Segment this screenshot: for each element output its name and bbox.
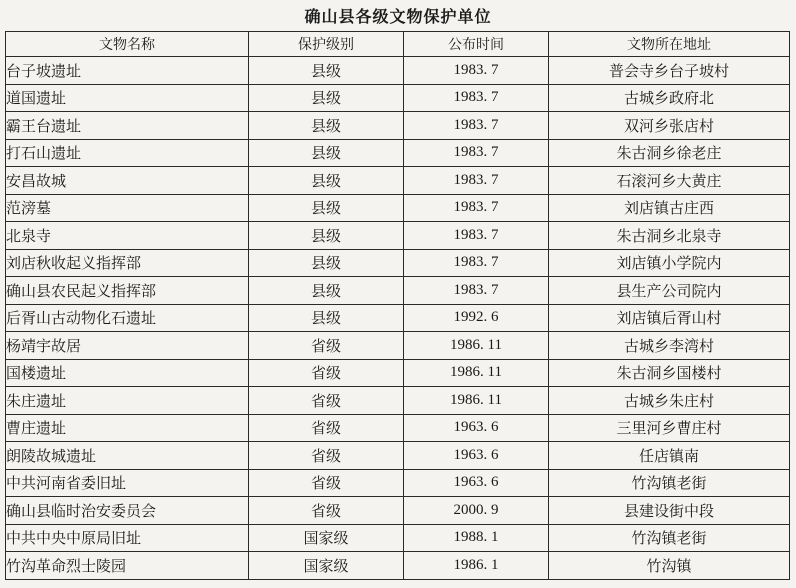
table-row (6, 469, 790, 497)
relic-name-cell: 范滂墓 (6, 194, 249, 222)
location-cell: 双河乡张店村 (549, 112, 790, 140)
protection-level-cell: 省级 (249, 332, 404, 360)
column-header-location: 文物所在地址 (549, 32, 790, 57)
table-row (6, 442, 790, 470)
location-cell: 石滚河乡大黄庄 (549, 167, 790, 195)
protection-level-cell: 省级 (249, 469, 404, 497)
location-cell: 古城乡李湾村 (549, 332, 790, 360)
announce-date-cell: 1963. 6 (404, 442, 549, 470)
table-row (6, 57, 790, 85)
protection-level-cell: 县级 (249, 194, 404, 222)
location-cell: 任店镇南 (549, 442, 790, 470)
table-row (6, 304, 790, 332)
table-row (6, 359, 790, 387)
location-cell: 古城乡政府北 (549, 84, 790, 112)
relic-name-cell: 刘店秋收起义指挥部 (6, 249, 249, 277)
relic-name-cell: 安昌故城 (6, 167, 249, 195)
protection-level-cell: 省级 (249, 442, 404, 470)
table-row (6, 277, 790, 305)
announce-date-cell: 1983. 7 (404, 194, 549, 222)
table-row (6, 552, 790, 580)
table-row (6, 387, 790, 415)
announce-date-cell: 2000. 9 (404, 497, 549, 525)
announce-date-cell: 1992. 6 (404, 304, 549, 332)
location-cell: 竹沟镇老街 (549, 469, 790, 497)
table-row (6, 84, 790, 112)
location-cell: 刘店镇后胥山村 (549, 304, 790, 332)
announce-date-cell: 1983. 7 (404, 84, 549, 112)
relic-name-cell: 打石山遗址 (6, 139, 249, 167)
announce-date-cell: 1986. 11 (404, 387, 549, 415)
relics-table (5, 31, 790, 580)
table-row (6, 194, 790, 222)
protection-level-cell: 县级 (249, 84, 404, 112)
location-cell: 竹沟镇 (549, 552, 790, 580)
location-cell: 朱古洞乡北泉寺 (549, 222, 790, 250)
announce-date-cell: 1983. 7 (404, 249, 549, 277)
announce-date-cell: 1963. 6 (404, 414, 549, 442)
location-cell: 古城乡朱庄村 (549, 387, 790, 415)
header-row (6, 32, 790, 57)
table-row (6, 524, 790, 552)
announce-date-cell: 1983. 7 (404, 277, 549, 305)
protection-level-cell: 省级 (249, 387, 404, 415)
protection-level-cell: 县级 (249, 167, 404, 195)
relic-name-cell: 道国遗址 (6, 84, 249, 112)
relic-name-cell: 竹沟革命烈士陵园 (6, 552, 249, 580)
relic-name-cell: 曹庄遗址 (6, 414, 249, 442)
location-cell: 普会寺乡台子坡村 (549, 57, 790, 85)
relic-name-cell: 国楼遗址 (6, 359, 249, 387)
protection-level-cell: 省级 (249, 497, 404, 525)
location-cell: 刘店镇小学院内 (549, 249, 790, 277)
table-row (6, 222, 790, 250)
announce-date-cell: 1983. 7 (404, 139, 549, 167)
location-cell: 县建设街中段 (549, 497, 790, 525)
relic-name-cell: 朗陵故城遗址 (6, 442, 249, 470)
page-title: 确山县各级文物保护单位 (304, 7, 492, 26)
location-cell: 三里河乡曹庄村 (549, 414, 790, 442)
protection-level-cell: 县级 (249, 249, 404, 277)
protection-level-cell: 县级 (249, 277, 404, 305)
column-header-level: 保护级别 (249, 32, 404, 57)
location-cell: 竹沟镇老街 (549, 524, 790, 552)
table-row (6, 497, 790, 525)
relic-name-cell: 确山县临时治安委员会 (6, 497, 249, 525)
location-cell: 县生产公司院内 (549, 277, 790, 305)
column-header-name: 文物名称 (6, 32, 249, 57)
relic-name-cell: 北泉寺 (6, 222, 249, 250)
announce-date-cell: 1983. 7 (404, 112, 549, 140)
relic-name-cell: 朱庄遗址 (6, 387, 249, 415)
relic-name-cell: 台子坡遗址 (6, 57, 249, 85)
announce-date-cell: 1986. 11 (404, 332, 549, 360)
protection-level-cell: 县级 (249, 57, 404, 85)
protection-level-cell: 县级 (249, 304, 404, 332)
announce-date-cell: 1988. 1 (404, 524, 549, 552)
relic-name-cell: 中共河南省委旧址 (6, 469, 249, 497)
table-row (6, 139, 790, 167)
table-row (6, 414, 790, 442)
announce-date-cell: 1983. 7 (404, 222, 549, 250)
relic-name-cell: 霸王台遗址 (6, 112, 249, 140)
location-cell: 刘店镇古庄西 (549, 194, 790, 222)
protection-level-cell: 县级 (249, 112, 404, 140)
announce-date-cell: 1986. 1 (404, 552, 549, 580)
announce-date-cell: 1986. 11 (404, 359, 549, 387)
column-header-date: 公布时间 (404, 32, 549, 57)
protection-level-cell: 国家级 (249, 552, 404, 580)
table-row (6, 332, 790, 360)
protection-level-cell: 省级 (249, 359, 404, 387)
protection-level-cell: 县级 (249, 139, 404, 167)
location-cell: 朱古洞乡国楼村 (549, 359, 790, 387)
table-row (6, 249, 790, 277)
location-cell: 朱古洞乡徐老庄 (549, 139, 790, 167)
protection-level-cell: 国家级 (249, 524, 404, 552)
relic-name-cell: 后胥山古动物化石遗址 (6, 304, 249, 332)
announce-date-cell: 1983. 7 (404, 57, 549, 85)
table-row (6, 112, 790, 140)
protection-level-cell: 县级 (249, 222, 404, 250)
protection-level-cell: 省级 (249, 414, 404, 442)
announce-date-cell: 1963. 6 (404, 469, 549, 497)
announce-date-cell: 1983. 7 (404, 167, 549, 195)
table-row (6, 167, 790, 195)
table-body (6, 57, 790, 580)
relic-name-cell: 中共中央中原局旧址 (6, 524, 249, 552)
relic-name-cell: 确山县农民起义指挥部 (6, 277, 249, 305)
relic-name-cell: 杨靖宇故居 (6, 332, 249, 360)
